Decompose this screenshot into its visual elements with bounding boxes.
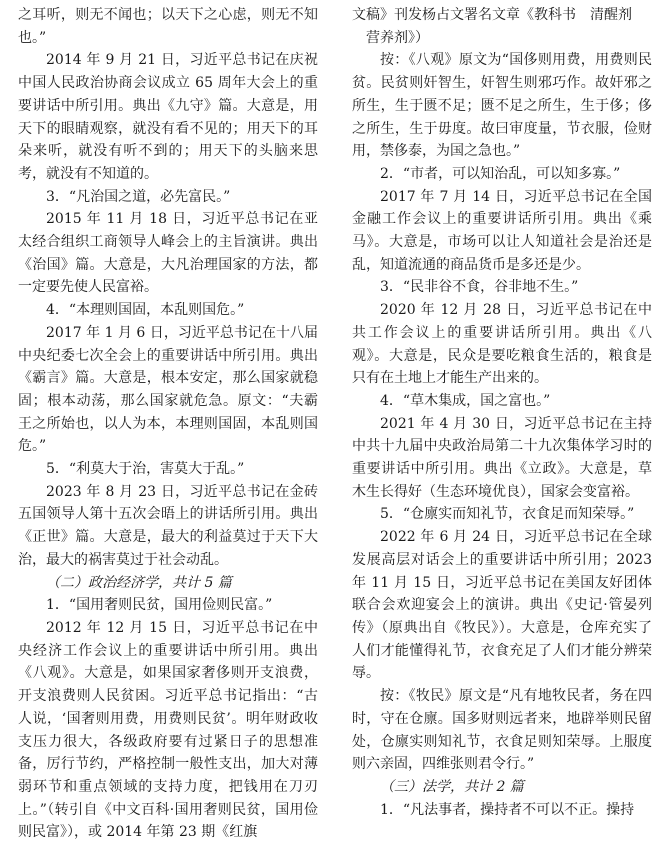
paragraph: 之耳听，则无不闻也；以天下之心虑，则无不知也。” — [18, 7, 318, 46]
paragraph: 2017 年 7 月 14 日，习近平总书记在全国金融工作会议上的重要讲话所引用。典出《乘马》。大意是，市场可以让人知道社会是治还是乱，知道流通的商品货币是多还是少。 — [352, 188, 652, 273]
right-column — [352, 4, 652, 821]
quote-heading: 2．“市者，可以知治乱，可以知多寡。” — [380, 165, 621, 182]
paragraph: 营养剂》） — [366, 29, 429, 46]
note-paragraph: 按：《八观》原文为“国侈则用费，用费则民贫。民贫则奸智生，奸智生则邪巧作。故奸邪之所生，生于匮不足；匮不足之所生，生于侈；侈之所生，生于毋度。故曰审度量，节衣服，俭财用，禁侈泰，为国之急也。” — [352, 52, 652, 160]
quote-heading: 1．“凡法事者，操持者不可以不正。操持 — [380, 801, 635, 818]
section-heading: （二）政治经济学，共计 5 篇 — [46, 574, 232, 591]
paragraph: 2020 年 12 月 28 日，习近平总书记在中共工作会议上的重要讲话所引用。典出《八观》。大意是，民众是要吃粮食生活的，粮食是只有在土地上才能生产出来的。 — [352, 302, 652, 387]
note-paragraph: 按：《牧民》原文是“凡有地牧民者，务在四时，守在仓廪。国多财则远者来，地辟举则民留处，仓廪实则知礼节，衣食足则知荣辱。上服度则六亲固，四维张则君令行。” — [352, 688, 652, 773]
paragraph: 2015 年 11 月 18 日，习近平总书记在亚太经合组织工商领导人峰会上的主旨演讲。典出《治国》篇。大意是，大凡治理国家的方法，都一定要先使人民富裕。 — [18, 211, 318, 296]
paragraph: 2022 年 6 月 24 日，习近平总书记在全球发展高层对话会上的重要讲话中所引用；2023 年 11 月 15 日，习近平总书记在美国友好团体联合会欢迎宴会上的演讲。典出《史记·管晏列传》（原典出自《牧民》）。大意是，仓库充实了人们才能懂得礼节，衣食充足了人们才能分辨荣辱。 — [352, 529, 652, 682]
paragraph: 2012 年 12 月 15 日，习近平总书记在中央经济工作会议上的重要讲话中所引用。典出《八观》。大意是，如果国家奢侈则开支浪费，开支浪费则人民贫困。习近平总书记指出：“古人说，‘国奢则用费，用费则民贫’。明年财政收支压力很大，各级政府要有过紧日子的思想准备，厉行节约，严格控制一般性支出，加大对薄弱环节和重点领域的支持力度，把钱用在刀刃上。”（转引自《中文百科·国用奢则民贫，国用俭则民富》），或 2014 年第 23 期《红旗 — [18, 619, 318, 841]
paragraph: 2023 年 8 月 23 日，习近平总书记在金砖五国领导人第十五次会晤上的讲话所引用。典出《正世》篇。大意是，最大的利益莫过于天下大治，最大的祸害莫过于社会动乱。 — [18, 483, 318, 568]
quote-heading: 5．“利莫大于治，害莫大于乱。” — [46, 461, 245, 478]
paragraph: 2017 年 1 月 6 日，习近平总书记在十八届中央纪委七次全会上的重要讲话中所引用。典出《霸言》篇。大意是，根本安定，那么国家就稳固；根本动荡，那么国家就危急。原文：“夫霸王之所始也，以人为本，本理则国固，本乱则国危。” — [18, 324, 318, 455]
quote-heading: 4．“草木集成，国之富也。” — [380, 392, 551, 409]
paragraph: 2021 年 4 月 30 日，习近平总书记在主持中共十九届中央政治局第二十九次集体学习时的重要讲话中所引用。典出《立政》。大意是，草木生长得好（生态环境优良），国家会变富裕。 — [352, 415, 652, 500]
paragraph: 文稿》刊发杨占文署名文章《教科书 清醒剂 — [352, 7, 632, 23]
quote-heading: 5．“仓廪实而知礼节，衣食足而知荣辱。” — [380, 506, 635, 523]
quote-heading: 4．“本理则国固，本乱则国危。” — [46, 302, 245, 319]
left-column — [18, 4, 318, 844]
paragraph: 2014 年 9 月 21 日，习近平总书记在庆祝中国人民政治协商会议成立 65 周年大会上的重要讲话中所引用。典出《九守》篇。大意是，用天下的眼睛观察，就没有看不见的；用天下的耳朵来听，就没有听不到的；用天下的头脑来思考，就没有不知道的。 — [18, 52, 318, 182]
quote-heading: 3．“凡治国之道，必先富民。” — [46, 188, 231, 205]
quote-heading: 3．“民非谷不食，谷非地不生。” — [380, 279, 579, 296]
section-heading: （三）法学，共计 2 篇 — [380, 778, 524, 795]
quote-heading: 1．“国用奢则民贫，国用俭则民富。” — [46, 597, 273, 614]
